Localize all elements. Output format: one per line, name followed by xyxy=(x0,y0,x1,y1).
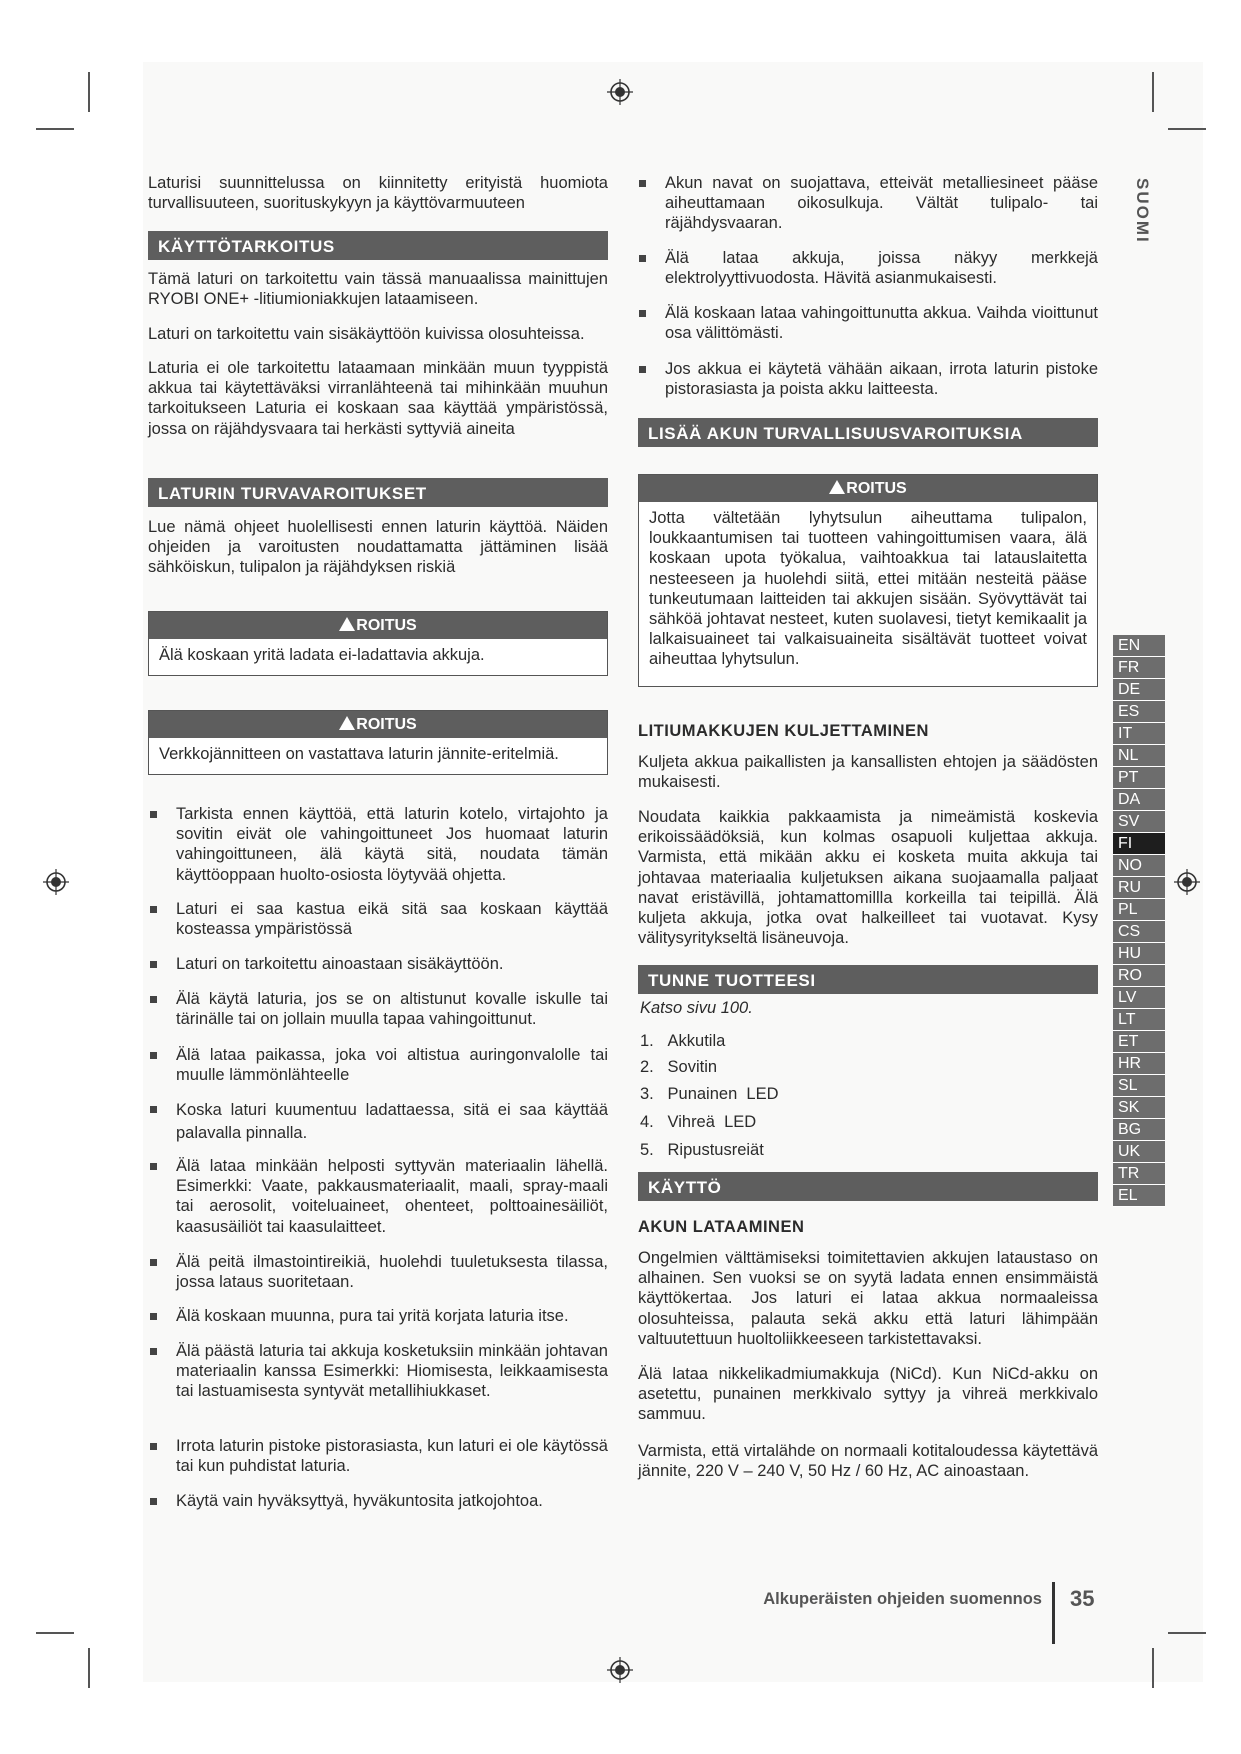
parts-list-item: 1. Akkutila xyxy=(640,1032,726,1050)
crop-mark xyxy=(36,1632,74,1634)
list-item: Irrota laturin pistoke pistorasiasta, kun laturi ei ole käytössä tai kun puhdistat laturia. xyxy=(176,1436,608,1476)
list-item: Älä peitä ilmastointireikiä, huolehdi tuuletuksesta tilassa, jossa lataus suoritetaan. xyxy=(176,1252,608,1292)
list-item: Laturi ei saa kastua eikä sitä saa koskaan käyttää kosteassa ympäristössä xyxy=(176,899,608,939)
language-tab-pt[interactable]: PT xyxy=(1113,767,1165,789)
crop-mark xyxy=(1152,72,1154,112)
kayttotarkoitus-p3: Laturia ei ole tarkoitettu lataamaan minkään muun tyyppistä akkua tai käytettäväksi virranlähteenä tai mihinkään muuhun tarkoitukseen Laturia ei koskaan saa käyttää ympäristössä, jossa on räjähdysvaara tai herkästi syttyviä aineita xyxy=(148,359,608,438)
language-tab-el[interactable]: EL xyxy=(1113,1185,1165,1207)
list-item: Käytä vain hyväksyttyä, hyväkuntosita jatkojohtoa. xyxy=(176,1491,608,1511)
kayttotarkoitus-p1: Tämä laturi on tarkoitettu vain tässä manuaalissa mainittujen RYOBI ONE+ -litiumioniakkujen lataamiseen. xyxy=(148,270,608,309)
registration-mark-icon xyxy=(607,79,633,105)
list-item: Älä lataa akkuja, joissa näkyy merkkejä elektrolyyttivuodosta. Hävitä asianmukaisesti. xyxy=(665,248,1098,288)
language-tab-nl[interactable]: NL xyxy=(1113,745,1165,767)
bullet-icon xyxy=(150,961,157,968)
language-tab-ru[interactable]: RU xyxy=(1113,877,1165,899)
bullet-icon xyxy=(150,1052,157,1059)
list-item: Älä käytä laturia, jos se on altistunut kovalle iskulle tai tärinälle tai on jollain muulla tapaa vahingoittunut. xyxy=(176,989,608,1029)
warning-triangle-icon xyxy=(339,617,355,631)
bullet-icon xyxy=(150,1106,157,1113)
parts-list-item: 2. Sovitin xyxy=(640,1058,718,1076)
language-tab-en[interactable]: EN xyxy=(1113,635,1165,657)
language-tab-sv[interactable]: SV xyxy=(1113,811,1165,833)
crop-mark xyxy=(1168,1632,1206,1634)
lataus-p2: Älä lataa nikkelikadmiumakkuja (NiCd). Kun NiCd-akku on asetettu, punainen merkkivalo syttyy ja vihreä merkkivalo sammuu. xyxy=(638,1365,1098,1424)
warning-triangle-icon xyxy=(829,480,845,494)
language-tab-et[interactable]: ET xyxy=(1113,1031,1165,1053)
language-tab-it[interactable]: IT xyxy=(1113,723,1165,745)
registration-mark-icon xyxy=(43,869,69,895)
kaytto-heading: KÄYTTÖ xyxy=(638,1172,1098,1201)
crop-mark xyxy=(1152,1648,1154,1688)
language-tab-de[interactable]: DE xyxy=(1113,679,1165,701)
warning-header xyxy=(639,475,1097,502)
warning-box xyxy=(638,474,1098,687)
language-tab-da[interactable]: DA xyxy=(1113,789,1165,811)
language-tab-hu[interactable]: HU xyxy=(1113,943,1165,965)
bullet-icon xyxy=(639,180,646,187)
language-tab-pl[interactable]: PL xyxy=(1113,899,1165,921)
bullet-icon xyxy=(150,1259,157,1266)
warning-header xyxy=(149,711,607,738)
warning-box xyxy=(148,710,608,775)
language-tab-sl[interactable]: SL xyxy=(1113,1075,1165,1097)
bullet-icon xyxy=(639,255,646,262)
language-tab-uk[interactable]: UK xyxy=(1113,1141,1165,1163)
list-item: Koska laturi kuumentuu ladattaessa, sitä ei saa käyttää palavalla pinnalla. xyxy=(176,1099,608,1145)
bullet-icon xyxy=(639,366,646,373)
crop-mark xyxy=(36,128,74,130)
language-tab-lt[interactable]: LT xyxy=(1113,1009,1165,1031)
language-tab-bg[interactable]: BG xyxy=(1113,1119,1165,1141)
list-item: Älä lataa minkään helposti syttyvän materiaalin lähellä. Esimerkki: Vaate, pakkausmateriaalit, maali, spray-maali tai aerosolit, voiteluaineet, ohenteet, polttoainesäiliöt, kaasusäiliöt tai kaasulaitteet. xyxy=(176,1156,608,1237)
warning-header xyxy=(149,612,607,639)
kayttotarkoitus-heading: KÄYTTÖTARKOITUS xyxy=(148,231,608,260)
kayttotarkoitus-p2: Laturi on tarkoitettu vain sisäkäyttöön kuivissa olosuhteissa. xyxy=(148,325,585,343)
warning-title: ROITUS xyxy=(846,480,907,497)
language-tab-fr[interactable]: FR xyxy=(1113,657,1165,679)
list-item: Akun navat on suojattava, etteivät metalliesineet pääse aiheuttamaan oikosulkuja. Vältät tulipalo- tai räjähdysvaaran. xyxy=(665,173,1098,234)
bullet-icon xyxy=(150,996,157,1003)
tunne-heading: TUNNE TUOTTEESI xyxy=(638,965,1098,994)
footer-text: Alkuperäisten ohjeiden suomennos xyxy=(763,1590,1042,1608)
language-tab-lv[interactable]: LV xyxy=(1113,987,1165,1009)
lataus-heading: AKUN LATAAMINEN xyxy=(638,1218,805,1236)
bullet-icon xyxy=(150,1498,157,1505)
language-tab-fi[interactable]: FI xyxy=(1113,833,1165,855)
lataus-p1: Ongelmien välttämiseksi toimitettavien akkujen lataustaso on alhainen. Sen vuoksi se on syytä ladata ennen ensimmäistä käyttökertaa. Jos laturi ei lataa akkua normaaleissa olosuhteissa, palauta sekä akku että laturi lähimpään valtuutettuun huoltoliikkeeseen tarkistettavaksi. xyxy=(638,1249,1098,1348)
side-title: SUOMI xyxy=(1133,178,1152,244)
bullet-icon xyxy=(639,310,646,317)
list-item: Tarkista ennen käyttöä, että laturin kotelo, virtajohto ja sovitin eivät ole vahingoittuneet Jos huomaat laturin vahingoittuneen, älä käytä sitä, noudata tämän käyttöoppaan huolto-osiosta löytyvää ohjetta. xyxy=(176,804,608,885)
warning-text: Älä koskaan yritä ladata ei-ladattavia akkuja. xyxy=(159,646,485,664)
language-tab-cs[interactable]: CS xyxy=(1113,921,1165,943)
language-tab-sk[interactable]: SK xyxy=(1113,1097,1165,1119)
bullet-icon xyxy=(150,1348,157,1355)
crop-mark xyxy=(88,72,90,112)
kuljetus-p2: Noudata kaikkia pakkaamista ja nimeämistä koskevia erikoissäädöksiä, kun kolmas osapuoli kuljettaa akkuja. Varmista, että mikään akku ei kosketa muita akkuja tai johtavaa materiaalia kuljetuksen aikana suojaamalla paljaat navat eristävillä, johtamattomillla korkeilla tai teipillä. Älä kuljeta akkuja, jotka ovat halkeilleet tai vuotavat. Kysy välitysyritykseltä lisäneuvoja. xyxy=(638,808,1098,948)
list-item: Älä koskaan muunna, pura tai yritä korjata laturia itse. xyxy=(176,1306,608,1326)
parts-list-item: 3. Punainen LED xyxy=(640,1085,779,1103)
warning-title: ROITUS xyxy=(356,617,417,634)
turvavaroitukset-p1: Lue nämä ohjeet huolellisesti ennen laturin käyttöä. Näiden ohjeiden ja varoitusten noudattamatta jättäminen lisää sähköiskun, tulipalon ja räjähdyksen riskiä xyxy=(148,518,608,577)
crop-mark xyxy=(88,1648,90,1688)
list-item: Älä lataa paikassa, joka voi altistua auringonvalolle tai muulle lämmönlähteelle xyxy=(176,1045,608,1085)
intro-paragraph: Laturisi suunnittelussa on kiinnitetty erityistä huomiota turvallisuuteen, suorituskykyyn ja käyttövarmuuteen xyxy=(148,174,608,213)
footer-divider xyxy=(1052,1582,1055,1644)
bullet-icon xyxy=(150,906,157,913)
warning-box xyxy=(148,611,608,676)
language-tab-no[interactable]: NO xyxy=(1113,855,1165,877)
turvavaroitukset-heading: LATURIN TURVAVAROITUKSET xyxy=(148,478,608,507)
list-item: Älä päästä laturia tai akkuja kosketuksiin minkään johtavan materiaalin kanssa Esimerkki: Hiomisesta, leikkaamisesta tai lastuamisesta syntyvät metallihiukkaset. xyxy=(176,1341,608,1402)
warning-text: Jotta vältetään lyhytsulun aiheuttama tulipalon, loukkaantumisen tai tuotteen vahingoittumisen vaara, älä koskaan upota työkalua, vaihtoakkua tai latauslaitetta nesteeseen ja huolehdi siitä, ettei mitään nesteitä pääse tunkeutumaan laitteiden tai akkujen sisään. Syövyttävät tai sähköä johtavat nesteet, kuten suolavesi, tietyt kemikaalit ja lalkaisuaineet tai valkaisuaineita sisältävät tuotteet voivat aiheuttaa lyhytsulun. xyxy=(649,509,1087,669)
bullet-icon xyxy=(150,1313,157,1320)
lataus-p3: Varmista, että virtalähde on normaali kotitaloudessa käytettävä jännite, 220 V – 240 V, 50 Hz / 60 Hz, AC ainoastaan. xyxy=(638,1442,1098,1481)
registration-mark-icon xyxy=(607,1657,633,1683)
bullet-icon xyxy=(150,1163,157,1170)
lisaa-heading: LISÄÄ AKUN TURVALLISUUSVAROITUKSIA xyxy=(638,418,1098,447)
language-tab-ro[interactable]: RO xyxy=(1113,965,1165,987)
tunne-ref: Katso sivu 100. xyxy=(640,999,753,1017)
bullet-icon xyxy=(150,1443,157,1450)
page-number: 35 xyxy=(1070,1586,1095,1611)
warning-triangle-icon xyxy=(339,716,355,730)
warning-title: ROITUS xyxy=(356,716,417,733)
crop-mark xyxy=(1168,128,1206,130)
list-item: Älä koskaan lataa vahingoittunutta akkua. Vaihda vioittunut osa välittömästi. xyxy=(665,303,1098,343)
kuljetus-p1: Kuljeta akkua paikallisten ja kansallisten ehtojen ja säädösten mukaisesti. xyxy=(638,753,1098,792)
parts-list-item: 4. Vihreä LED xyxy=(640,1113,757,1131)
registration-mark-icon xyxy=(1174,869,1200,895)
kuljetus-heading: LITIUMAKKUJEN KULJETTAMINEN xyxy=(638,722,929,740)
language-tab-tr[interactable]: TR xyxy=(1113,1163,1165,1185)
bullet-icon xyxy=(150,811,157,818)
language-tab-hr[interactable]: HR xyxy=(1113,1053,1165,1075)
list-item: Jos akkua ei käytetä vähään aikaan, irrota laturin pistoke pistorasiasta ja poista akku laitteesta. xyxy=(665,359,1098,399)
parts-list-item: 5. Ripustusreiät xyxy=(640,1141,764,1159)
language-tab-es[interactable]: ES xyxy=(1113,701,1165,723)
warning-text: Verkkojännitteen on vastattava laturin jännite-eritelmiä. xyxy=(159,745,559,763)
list-item: Laturi on tarkoitettu ainoastaan sisäkäyttöön. xyxy=(176,954,608,974)
